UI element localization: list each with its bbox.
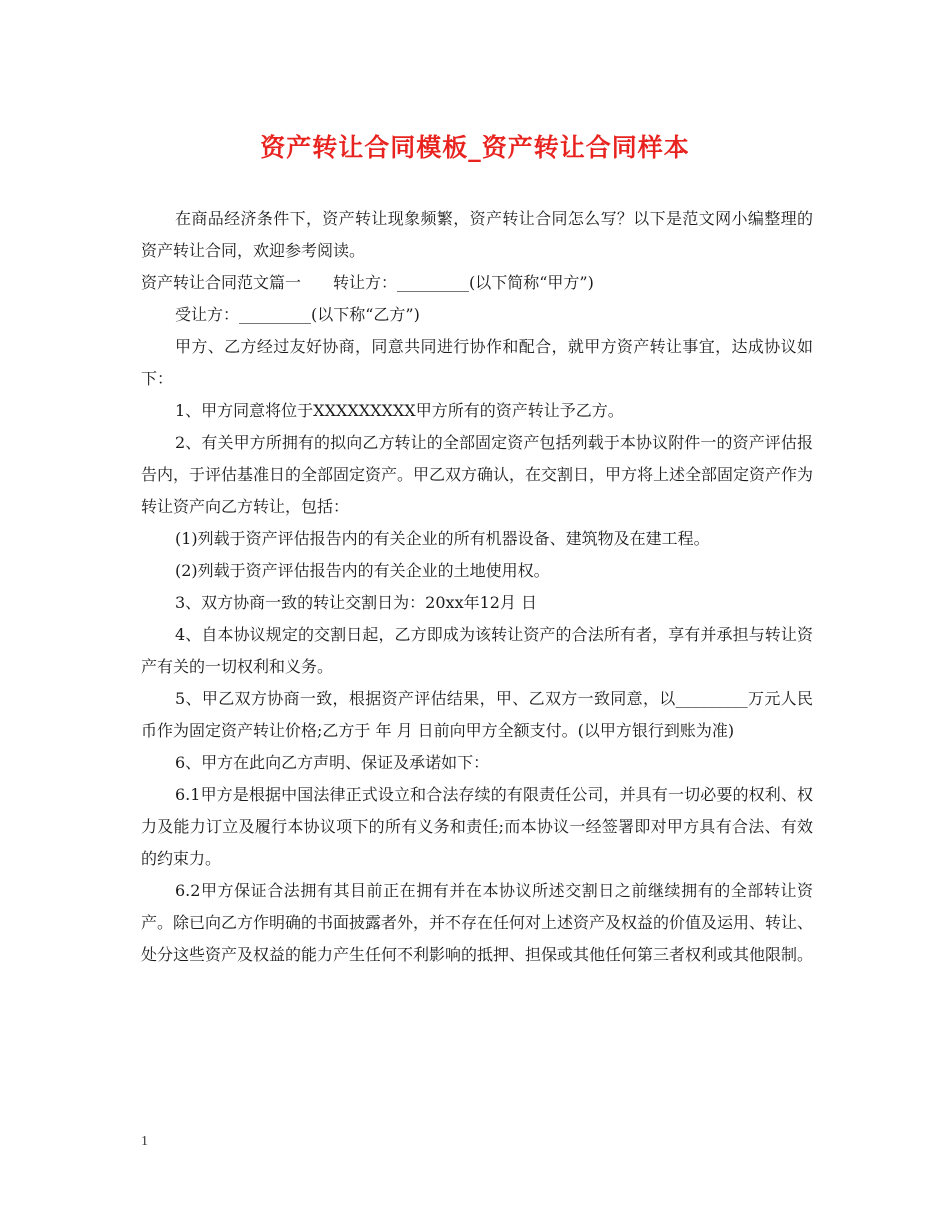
clause-1: 1、甲方同意将位于XXXXXXXXX甲方所有的资产转让予乙方。: [175, 401, 624, 420]
clause-6-1: 6.1甲方是根据中国法律正式设立和合法存续的有限责任公司，并具有一切必要的权利、权力及能力订立及履行本协议项下的所有义务和责任;而本协议一经签署即对甲方具有合法、有效的约束力。: [141, 785, 813, 868]
clause-3: 3、双方协商一致的转让交割日为：20xx年12月 日: [175, 593, 538, 612]
agreement-preamble: 甲方、乙方经过友好协商，同意共同进行协作和配合，就甲方资产转让事宜，达成协议如下：: [141, 337, 813, 388]
document-body: [141, 203, 813, 971]
transferor-line: 资产转让合同范文篇一 转让方：_________(以下简称“甲方”): [141, 273, 594, 292]
clause-5: 5、甲乙双方协商一致，根据资产评估结果，甲、乙双方一致同意，以_________万元人民币作为固定资产转让价格;乙方于 年 月 日前向甲方全额支付。(以甲方银行到账为准): [141, 689, 813, 740]
clause-2-item-2: (2)列载于资产评估报告内的有关企业的土地使用权。: [175, 561, 550, 580]
intro-paragraph: 在商品经济条件下，资产转让现象频繁，资产转让合同怎么写？以下是范文网小编整理的资产转让合同，欢迎参考阅读。: [141, 209, 813, 260]
transferee-line: 受让方：_________(以下称“乙方”): [175, 305, 420, 324]
clause-2-item-1: (1)列载于资产评估报告内的有关企业的所有机器设备、建筑物及在建工程。: [175, 529, 710, 548]
document-title: 资产转让合同模板_资产转让合同样本: [260, 133, 690, 162]
clause-2: 2、有关甲方所拥有的拟向乙方转让的全部固定资产包括列载于本协议附件一的资产评估报告内，于评估基准日的全部固定资产。甲乙双方确认，在交割日，甲方将上述全部固定资产作为转让资产向乙方转让，包括：: [141, 433, 814, 516]
page-number: 1: [141, 1134, 148, 1149]
clause-4: 4、自本协议规定的交割日起，乙方即成为该转让资产的合法所有者，享有并承担与转让资产有关的一切权利和义务。: [141, 625, 813, 676]
clause-6: 6、甲方在此向乙方声明、保证及承诺如下：: [175, 753, 490, 772]
clause-6-2: 6.2甲方保证合法拥有其目前正在拥有并在本协议所述交割日之前继续拥有的全部转让资产。除已向乙方作明确的书面披露者外，并不存在任何对上述资产及权益的价值及运用、转让、处分这些资产及权益的能力产生任何不利影响的抵押、担保或其他任何第三者权利或其他限制。: [141, 881, 814, 964]
